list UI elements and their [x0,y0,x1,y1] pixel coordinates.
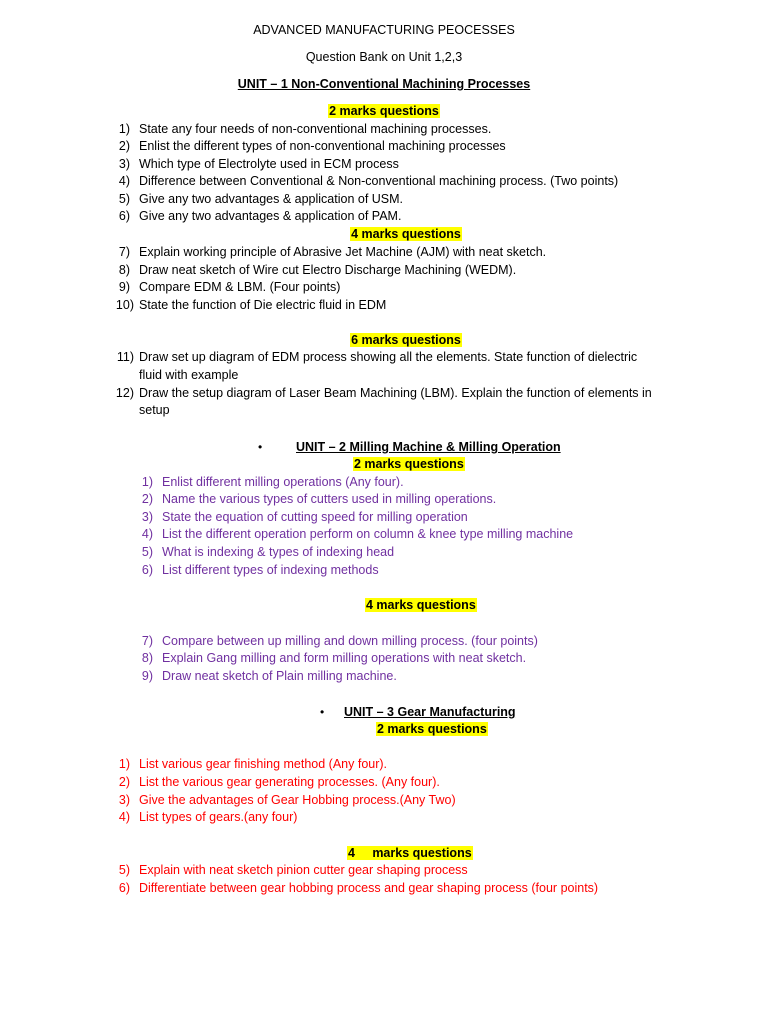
item-number: 3) [118,157,130,171]
item-number: 9) [118,280,130,294]
item-number: 8) [141,651,153,665]
unit2-2marks-heading: 2 marks questions [354,457,464,471]
item-text: State any four needs of non-conventional machining processes. [139,122,492,136]
item-text: Give any two advantages & application of USM. [139,192,404,206]
item-number: 7) [118,245,130,259]
item-text: Give any two advantages & application of PAM. [139,209,402,223]
item-number: 7) [141,634,153,648]
unit1-2marks-heading: 2 marks questions [329,104,439,118]
item-number: 1) [118,757,130,771]
item-text: Give the advantages of Gear Hobbing process.(Any Two) [139,793,456,807]
item-text: What is indexing & types of indexing head [162,545,395,559]
item-number: 4) [118,174,130,188]
unit1-4marks-heading: 4 marks questions [351,227,461,241]
item-text: Difference between Conventional & Non-conventional machining process. (Two points) [139,174,619,188]
unit3-2marks-heading: 2 marks questions [377,722,487,736]
item-text: Draw neat sketch of Wire cut Electro Discharge Machining (WEDM). [139,263,517,277]
unit2-4marks-heading: 4 marks questions [366,598,476,612]
bullet-icon: • [258,440,263,454]
item-text: List various gear finishing method (Any four). [139,757,388,771]
item-text: Explain Gang milling and form milling operations with neat sketch. [162,651,527,665]
bullet-icon: • [320,705,325,719]
item-number: 10) [115,298,134,312]
item-text: Enlist the different types of non-conventional machining processes [139,139,506,153]
item-text: Draw the setup diagram of Laser Beam Machining (LBM). Explain the function of elements in [139,386,652,400]
item-number: 3) [141,510,153,524]
item-number: 9) [141,669,153,683]
unit2-heading: UNIT – 2 Milling Machine & Milling Operation [296,440,561,454]
item-text: List the different operation perform on column & knee type milling machine [162,527,574,541]
item-number: 1) [118,122,130,136]
item-number: 6) [118,209,130,223]
item-number: 8) [118,263,130,277]
item-number: 3) [118,793,130,807]
item-text: Draw neat sketch of Plain milling machine. [162,669,397,683]
item-number: 4) [118,810,130,824]
item-text-continued: setup [139,403,170,417]
item-text: Draw set up diagram of EDM process showing all the elements. State function of dielectric [139,350,638,364]
item-text: List different types of indexing methods [162,563,379,577]
document-subtitle: Question Bank on Unit 1,2,3 [305,50,463,64]
item-text: Explain working principle of Abrasive Jet Machine (AJM) with neat sketch. [139,245,547,259]
item-text: Explain with neat sketch pinion cutter gear shaping process [139,863,468,877]
unit1-heading: UNIT – 1 Non-Conventional Machining Processes [237,77,531,91]
unit3-heading: UNIT – 3 Gear Manufacturing [344,705,516,719]
item-number: 2) [118,139,130,153]
item-text-continued: fluid with example [139,368,239,382]
document-title: ADVANCED MANUFACTURING PEOCESSES [253,23,515,37]
item-number: 11) [116,350,134,364]
item-text: Which type of Electrolyte used in ECM process [139,157,399,171]
item-number: 12) [115,386,134,400]
item-number: 5) [118,192,130,206]
item-text: Compare EDM & LBM. (Four points) [139,280,341,294]
item-text: State the function of Die electric fluid in EDM [139,298,387,312]
item-number: 6) [118,881,130,895]
unit1-6marks-heading: 6 marks questions [351,333,461,347]
item-text: Name the various types of cutters used in milling operations. [162,492,497,506]
item-text: Differentiate between gear hobbing process and gear shaping process (four points) [139,881,599,895]
item-number: 6) [141,563,153,577]
item-text: Enlist different milling operations (Any four). [162,475,404,489]
item-number: 2) [141,492,153,506]
item-number: 2) [118,775,130,789]
item-text: State the equation of cutting speed for milling operation [162,510,468,524]
item-number: 5) [141,545,153,559]
item-text: List types of gears.(any four) [139,810,298,824]
item-number: 1) [141,475,153,489]
unit3-4marks-heading: 4 marks questions [348,846,472,860]
item-text: Compare between up milling and down milling process. (four points) [162,634,538,648]
item-number: 5) [118,863,130,877]
item-number: 4) [141,527,153,541]
item-text: List the various gear generating processes. (Any four). [139,775,440,789]
